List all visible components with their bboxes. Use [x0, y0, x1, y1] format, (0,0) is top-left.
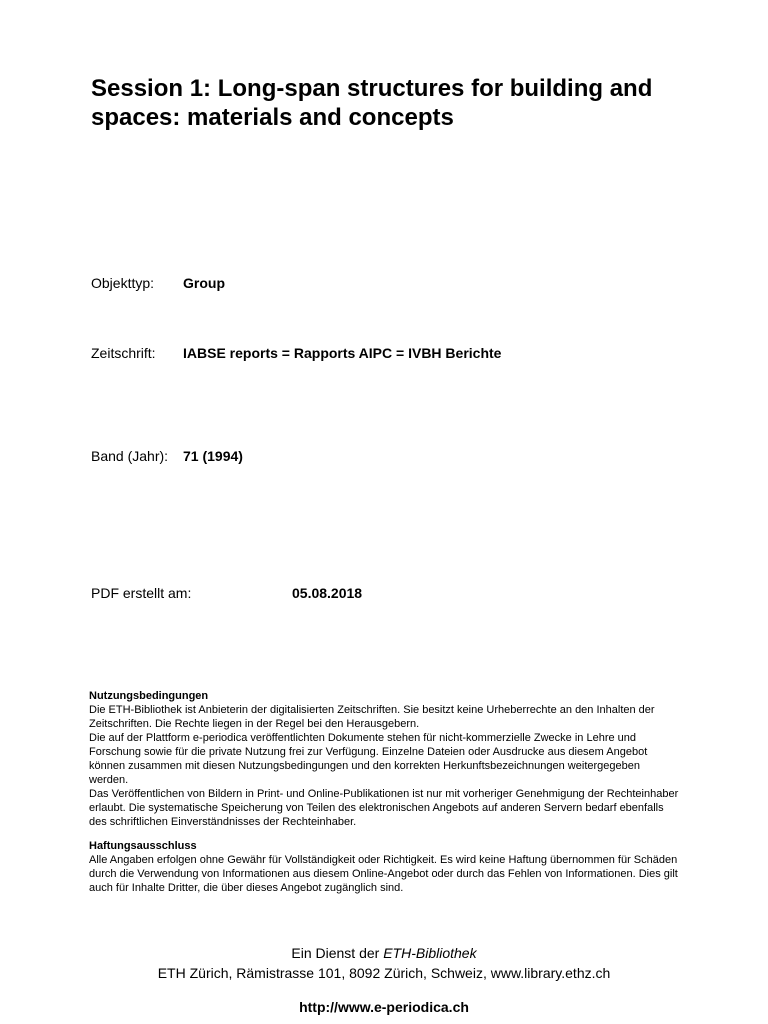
- footer-service: [0, 945, 768, 961]
- footer-service-prefix: Ein Dienst der: [291, 945, 384, 961]
- pdf-date-label: PDF erstellt am:: [91, 585, 192, 601]
- footer-url-link[interactable]: http://www.e-periodica.ch: [299, 999, 469, 1015]
- terms-paragraph-3: Das Veröffentlichen von Bildern in Print- und Online-Publikationen ist nur mit vorheriger Genehmigung der Rechteinhaber erlaubt. Die systematische Speicherung von Teilen des elektronischen Angebots auf anderen Servern bedarf ebenfalls des schriftlichen Einverständnisses der Rechteinhaber.: [89, 788, 679, 828]
- objekttyp-label: Objekttyp:: [91, 275, 155, 291]
- footer-service-name: ETH-Bibliothek: [383, 945, 477, 961]
- disclaimer-paragraph: Alle Angaben erfolgen ohne Gewähr für Vollständigkeit oder Richtigkeit. Es wird keine Haftung übernommen für Schäden durch die Verwendung von Informationen aus diesem Online-Angebot oder durch das Fehlen von Informationen. Dies gilt auch für Inhalte Dritter, die über dieses Angebot zugänglich sind.: [89, 854, 678, 894]
- band-value: 71 (1994): [183, 448, 243, 464]
- terms-paragraph-1: Die ETH-Bibliothek ist Anbieterin der digitalisierten Zeitschriften. Sie besitzt keine Urheberrechte an den Inhalten der Zeitschriften. Die Rechte liegen in der Regel bei den Herausgebern.: [89, 704, 655, 730]
- band-label: Band (Jahr):: [91, 448, 169, 464]
- footer-address: ETH Zürich, Rämistrasse 101, 8092 Zürich, Schweiz, www.library.ethz.ch: [157, 965, 611, 981]
- zeitschrift-label: Zeitschrift:: [91, 345, 156, 361]
- terms-heading: Nutzungsbedingungen: [89, 690, 209, 702]
- terms-paragraph-2: Die auf der Plattform e-periodica veröffentlichten Dokumente stehen für nicht-kommerzielle Zwecke in Lehre und Forschung sowie für die private Nutzung frei zur Verfügung. Einzelne Dateien oder Ausdrucke aus diesem Angebot können zusammen mit diesen Nutzungsbedingungen und den korrekten Herkunftsbezeichnungen weitergegeben werden.: [89, 732, 648, 786]
- disclaimer-heading: Haftungsausschluss: [89, 840, 197, 852]
- objekttyp-value: Group: [183, 275, 225, 291]
- terms-section: [89, 689, 679, 895]
- pdf-date-value: 05.08.2018: [292, 585, 363, 601]
- document-title: Session 1: Long-span structures for building and spaces: materials and concepts: [91, 75, 653, 131]
- zeitschrift-value: IABSE reports = Rapports AIPC = IVBH Berichte: [183, 345, 502, 361]
